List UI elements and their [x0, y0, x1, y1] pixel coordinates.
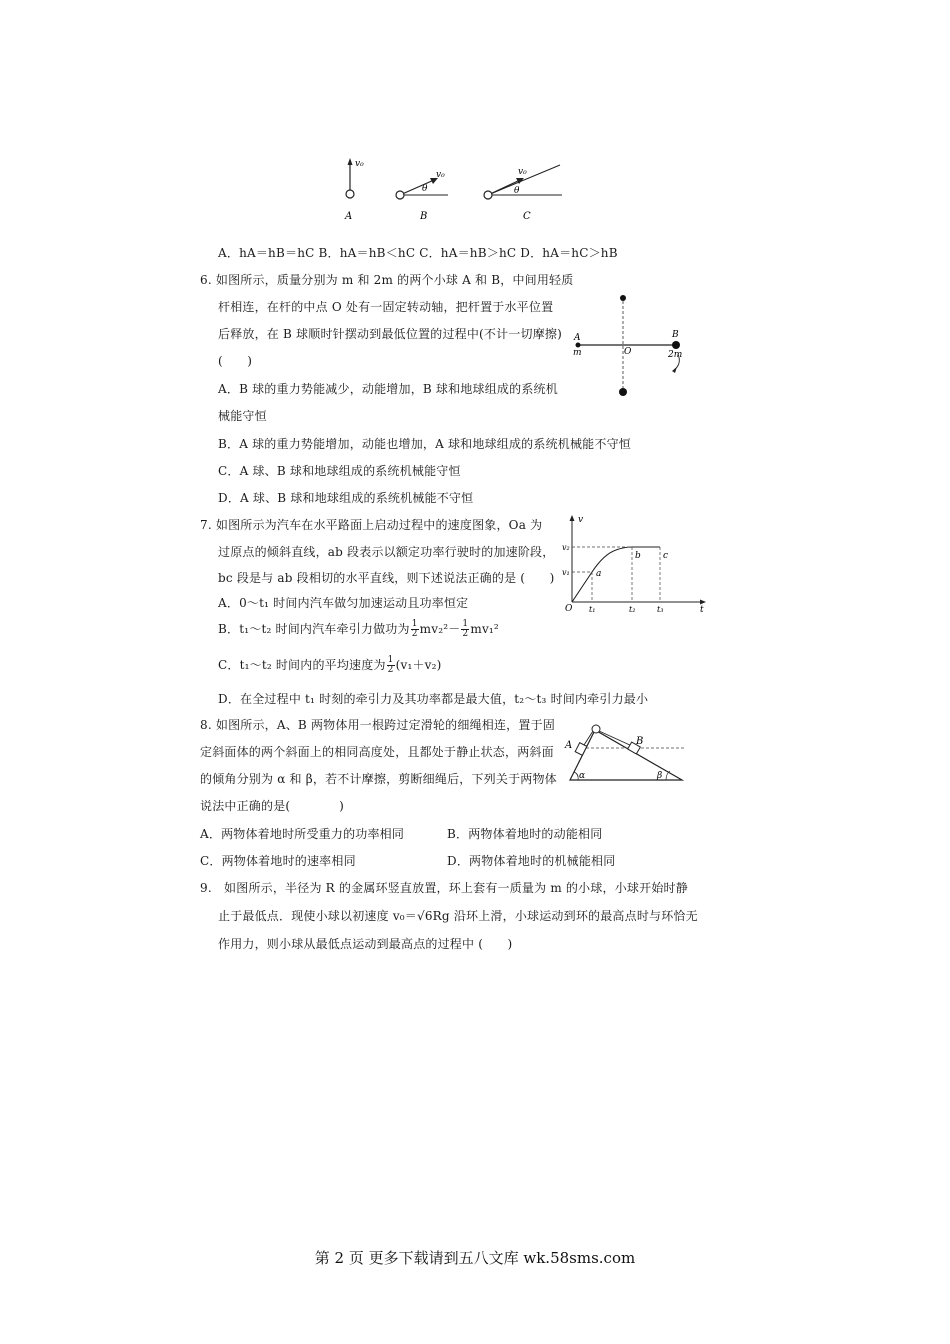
q6-stem-line-3: 后释放，在 B 球顺时针摆动到最低位置的过程中(不计一切摩擦): [218, 327, 563, 341]
q7-option-b: [218, 620, 499, 639]
q7-option-c-text: C．t₁～t₂ 时间内的平均速度为: [218, 658, 386, 672]
q8-label-b: B: [636, 736, 644, 747]
q5-c-v0-label: v₀: [518, 167, 527, 177]
q8-stem-line-2: 定斜面体的两个斜面上的相同高度处，且都处于静止状态，两斜面: [200, 745, 554, 759]
q9-stem-line-1: 9. 如图所示，半径为 R 的金属环竖直放置，环上套有一质量为 m 的小球，小球开始时静: [200, 881, 688, 895]
q7-point-c-label: c: [663, 551, 669, 561]
q7-option-c-fraction: $\frac{1}{2}$: [387, 655, 394, 675]
q7-option-b-text: B．t₁～t₂ 时间内汽车牵引力做功为: [218, 622, 410, 636]
q6-ball-b: [672, 341, 680, 349]
q9-stem-line-2: 止于最低点．现使小球以初速度 v₀＝√6Rg 沿环上滑，小球运动到环的最高点时与环恰无: [218, 909, 698, 923]
q7-option-d: D．在全过程中 t₁ 时刻的牵引力及其功率都是最大值，t₂～t₃ 时间内牵引力最小: [218, 692, 649, 706]
q6-ball-a: [576, 343, 581, 348]
q5-b-theta-label: θ: [422, 184, 428, 194]
q7-segment-oa: [572, 572, 592, 602]
q7-v1-label: v₁: [562, 568, 570, 577]
q7-option-b-fraction-2: $\frac{1}{2}$: [462, 619, 469, 639]
q7-t3-label: t₃: [657, 605, 664, 614]
q8-option-a: A．两物体着地时所受重力的功率相同: [200, 827, 405, 841]
q6-stem-line-1: 6. 如图所示，质量分别为 m 和 2m 的两个小球 A 和 B，中间用轻质: [200, 273, 574, 287]
q6-figure: [566, 290, 696, 400]
q6-label-2m: 2m: [668, 350, 683, 360]
q6-label-b: B: [672, 330, 679, 340]
q7-t2-label: t₂: [629, 605, 636, 614]
q6-option-d: D．A 球、B 球和地球组成的系统机械能不守恒: [218, 491, 474, 505]
q7-option-b-term-2: mv₁²: [470, 622, 499, 636]
q6-label-a: A: [574, 333, 581, 343]
q8-option-b: B．两物体着地时的动能相同: [447, 827, 603, 841]
q8-angle-beta-label: β: [657, 771, 663, 781]
q8-label-a: A: [565, 740, 573, 751]
q6-label-o: O: [624, 347, 632, 357]
q6-top-position-ball: [620, 295, 626, 301]
q7-stem-line-1: 7. 如图所示为汽车在水平路面上启动过程中的速度图象，Oa 为: [200, 518, 543, 532]
page-footer: 第 2 页 更多下载请到五八文库 wk.58sms.com: [314, 1249, 636, 1267]
q5-a-v0-label: v₀: [355, 159, 364, 169]
q7-axis-v-label: v: [578, 515, 584, 525]
q8-stem-line-4: 说法中正确的是( ): [200, 799, 344, 813]
q6-option-b: B．A 球的重力势能增加，动能也增加，A 球和地球组成的系统机械能不守恒: [218, 437, 631, 451]
q5-options: A．hA＝hB＝hC B．hA＝hB＜hC C．hA＝hB＞hC D．hA＝hC＞hB: [218, 246, 618, 260]
q5-c-theta-label: θ: [514, 186, 520, 196]
q5-figure: [330, 150, 580, 230]
q6-stem-line-2: 杆相连，在杆的中点 O 处有一固定转动轴，把杆置于水平位置: [218, 300, 554, 314]
q5-figure-a: [344, 158, 364, 222]
q7-point-a-label: a: [596, 569, 602, 579]
q7-point-b-label: b: [635, 551, 641, 561]
q6-option-a: A．B 球的重力势能减少，动能增加，B 球和地球组成的系统机: [218, 382, 558, 396]
q6-answer-blank: ( ): [218, 354, 253, 368]
q6-option-a-cont: 械能守恒: [218, 409, 267, 423]
q7-axis-t-label: t: [700, 605, 704, 615]
q5-b-v0-label: v₀: [436, 170, 445, 180]
q7-option-b-fraction-1: $\frac{1}{2}$: [411, 619, 418, 639]
q7-velocity-graph: [560, 510, 710, 615]
q7-stem-line-2: 过原点的倾斜直线，ab 段表示以额定功率行驶时的加速阶段，: [218, 545, 555, 559]
q7-origin-label: O: [565, 604, 573, 614]
q8-incline-figure: [560, 718, 690, 788]
q5-c-label: C: [523, 211, 531, 222]
q7-stem-line-3: bc 段是与 ab 段相切的水平直线，则下述说法正确的是 ( ): [218, 571, 555, 585]
q9-stem-line-3: 作用力，则小球从最低点运动到最高点的过程中 ( ): [218, 937, 513, 951]
q8-angle-alpha-label: α: [579, 771, 586, 781]
q6-label-m: m: [573, 348, 582, 358]
q7-option-c: [218, 656, 442, 675]
q8-option-c: C．两物体着地时的速率相同: [200, 854, 356, 868]
q8-pulley: [592, 725, 600, 733]
q6-option-c: C．A 球、B 球和地球组成的系统机械能守恒: [218, 464, 461, 478]
q6-bottom-position-ball: [619, 388, 627, 396]
q8-stem-line-3: 的倾角分别为 α 和 β，若不计摩擦，剪断细绳后，下列关于两物体: [200, 772, 557, 786]
q5-a-label: A: [345, 211, 353, 222]
q7-option-b-term-1: mv₂²－: [419, 622, 461, 636]
q8-stem-line-1: 8. 如图所示，A、B 两物体用一根跨过定滑轮的细绳相连，置于固: [200, 718, 555, 732]
q8-option-d: D．两物体着地时的机械能相同: [447, 854, 616, 868]
q8-incline-body: [570, 730, 682, 780]
q7-t1-label: t₁: [589, 605, 596, 614]
q5-b-label: B: [420, 211, 428, 222]
q7-option-a: A．0～t₁ 时间内汽车做匀加速运动且功率恒定: [218, 596, 469, 610]
q5-figure-b: [396, 170, 448, 222]
q7-option-c-term: (v₁＋v₂): [395, 658, 442, 672]
q7-v2-label: v₂: [562, 543, 570, 552]
q5-figure-c: [484, 165, 562, 222]
q8-block-a: [575, 743, 587, 756]
